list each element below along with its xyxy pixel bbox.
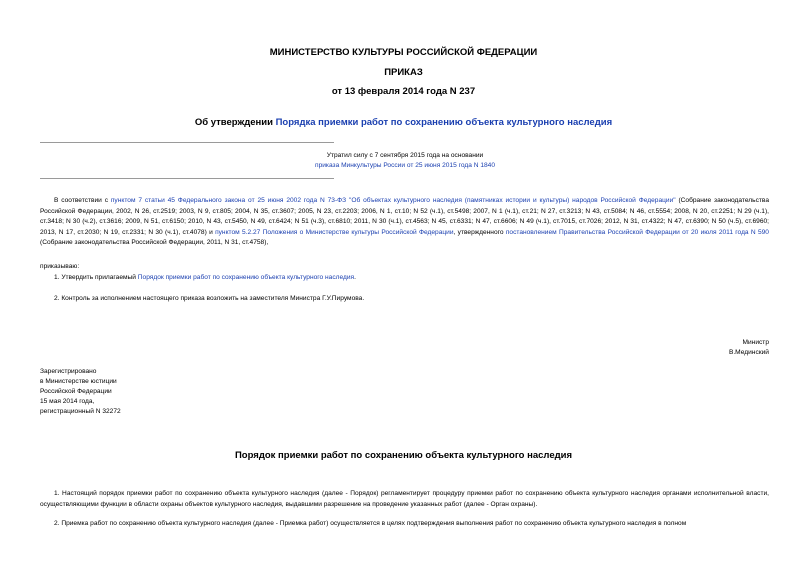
registration-line-4: 15 мая 2014 года, <box>40 398 95 405</box>
order-prikazyvayu: приказываю: <box>40 263 80 270</box>
order-title <box>0 117 807 128</box>
order-title-link[interactable]: Порядка приемки работ по сохранению объекта культурного наследия <box>275 117 613 128</box>
registration-block <box>40 367 121 417</box>
preamble-paragraph <box>40 196 769 249</box>
annex-paragraph-1: 1. Настоящий порядок приемки работ по сохранению объекта культурного наследия (далее - Порядок) регламентирует процедуру приемки работ по сохранению объекта культурного наследия органами исполнительной власти, осуществляющими функции в области охраны объектов культурного наследия, выдавшими разрешение на проведение указанных работ (далее - Орган охраны). <box>40 490 769 508</box>
repeal-note-link[interactable]: приказа Минкультуры России от 25 июня 2015 года N 1840 <box>315 162 495 169</box>
repeal-note-text: Утратил силу с 7 сентября 2015 года на основании <box>326 152 484 159</box>
preamble-text-4: (Собрание законодательства Российской Федерации, 2011, N 31, ст.4758), <box>40 239 269 247</box>
order-item-1 <box>54 273 356 283</box>
annex-paragraph-2: 2. Приемка работ по сохранению объекта культурного наследия (далее - Приемка работ) осуществляется в целях подтверждения выполнения работ по сохранению объекта культурного наследия в полном <box>54 520 687 527</box>
order-item-1-link[interactable]: Порядок приемки работ по сохранению объекта культурного наследия <box>137 274 355 281</box>
top-divider <box>40 142 334 143</box>
preamble-text-2: (Собрание законодательства Российской Федерации, 2002, N 26, ст.2519; 2003, N 9, ст.805; 2004, N 35, ст.3607; 2005, N 23, ст.2203; 2006, N 1, ст.10; N 52 (ч.1), ст.5498; 2007, N 1 (ч.1), ст.21; N 27, ст.3213; N 43, ст.5084; N 46, ст.5554; 2008, N 20, ст.2251; N 29 (ч.1), ст.3418; N 30 (ч.2), ст.3616; 2009, N 51, ст.6150; 2010, N 43, ст.5450, N 49, ст.6424; N 51 (ч.3), ст.6810; 2011, N 30 (ч.1), ст.4563; N 45, ст.6331; N 47, ст.6606; N 49 (ч.1), ст.7015, ст.7026; 2012, N 31, ст.4322; N 47, ст.6390; N 50 (ч.5), ст.6960; 2013, N 17, ст.2030; N 19, ст.2331; N 30 (ч.1), ст.4078) и <box>40 197 769 236</box>
order-title-prefix: Об утверждении <box>194 117 276 128</box>
registration-line-1: Зарегистрировано <box>40 368 97 375</box>
registration-line-5: регистрационный N 32272 <box>40 408 121 415</box>
order-item-2: 2. Контроль за исполнением настоящего приказа возложить на заместителя Министра Г.У.Пирумова. <box>54 295 365 302</box>
preamble-text-1: В соответствии с <box>54 197 111 204</box>
order-item-1-prefix: 1. Утвердить прилагаемый <box>54 274 138 281</box>
registration-line-2: в Министерстве юстиции <box>40 378 117 385</box>
signature-name: В.Мединский <box>728 349 769 356</box>
bottom-divider <box>40 178 334 179</box>
ministry-heading: МИНИСТЕРСТВО КУЛЬТУРЫ РОССИЙСКОЙ ФЕДЕРАЦИИ <box>269 47 538 58</box>
registration-line-3: Российской Федерации <box>40 388 112 395</box>
signature-block <box>600 338 769 358</box>
annex-title: Порядок приемки работ по сохранению объекта культурного наследия <box>234 450 573 461</box>
repeal-note <box>260 151 550 171</box>
signature-position: Министр <box>742 339 769 346</box>
preamble-text-3: , утвержденного <box>453 228 506 236</box>
federal-law-link[interactable]: пунктом 7 статьи 45 Федерального закона от 25 июня 2002 года N 73-ФЗ "Об объектах культурного наследия (памятниках истории и культуры) народов Российской Федерации" <box>110 197 676 204</box>
regulation-link[interactable]: пунктом 5.2.27 Положения о Министерстве культуры Российской Федерации <box>215 228 454 236</box>
government-resolution-link[interactable]: постановлением Правительства Российской Федерации от 20 июля 2011 года N 590 <box>505 228 769 236</box>
doc-type-heading: ПРИКАЗ <box>384 67 423 78</box>
order-item-1-suffix: . <box>354 274 356 281</box>
date-number-heading: от 13 февраля 2014 года N 237 <box>331 86 476 97</box>
